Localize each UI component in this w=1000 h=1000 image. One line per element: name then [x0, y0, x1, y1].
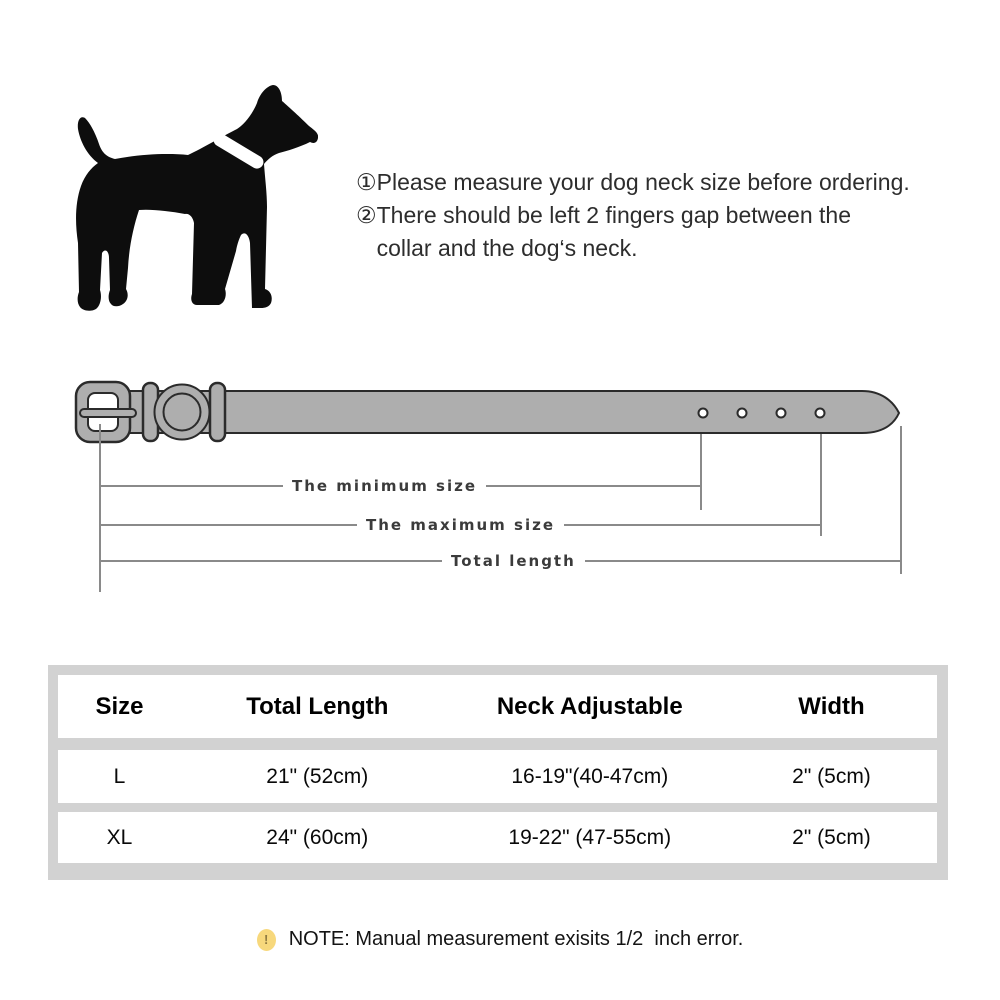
row-L-size: L: [113, 764, 126, 788]
minimum-size-line-right: [486, 485, 700, 487]
table-row-XL: [58, 812, 937, 863]
collar-hole-2: [738, 409, 747, 418]
row-L-total-length: 21" (52cm): [266, 764, 369, 788]
maximum-size-line-left: [99, 524, 357, 526]
size-table-header-row: [58, 675, 937, 738]
total-length-line-left: [99, 560, 442, 562]
collar-keeper-2: [210, 383, 225, 441]
guide-line-tip: [900, 426, 902, 574]
total-length-line-right: [585, 560, 900, 562]
row-XL-total-length: 24" (60cm): [266, 825, 369, 849]
row-L-neck-adjustable: 16-19"(40-47cm): [511, 764, 669, 788]
table-row-L: [58, 750, 937, 803]
exclamation-icon: !: [257, 929, 276, 951]
total-length-label: Total length: [451, 552, 576, 570]
header-neck-adjustable: Neck Adjustable: [496, 692, 683, 720]
header-width: Width: [798, 692, 865, 720]
guide-line-last-hole: [820, 434, 822, 536]
minimum-size-line-left: [99, 485, 283, 487]
row-XL-width: 2" (5cm): [792, 825, 871, 849]
header-size: Size: [95, 692, 144, 720]
row-XL-size: XL: [106, 825, 133, 849]
measurement-note: [0, 928, 1000, 951]
collar-hole-3: [777, 409, 786, 418]
row-XL-neck-adjustable: 19-22" (47-55cm): [508, 825, 672, 849]
instruction-1: [356, 166, 931, 199]
row-L-width: 2" (5cm): [792, 764, 871, 788]
instruction-2-text-line2: collar and the dog‘s neck.: [376, 235, 638, 261]
measuring-instructions: [356, 166, 931, 265]
instruction-2-text-line1: There should be left 2 fingers gap between the: [376, 202, 851, 228]
maximum-size-line-right: [564, 524, 820, 526]
size-table: [48, 665, 948, 880]
collar-diagram: [60, 370, 950, 460]
minimum-size-measure: [99, 477, 700, 495]
dog-body-shape: [76, 85, 318, 311]
guide-line-first-hole: [700, 434, 702, 510]
note-text: NOTE: Manual measurement exisits 1/2 inch error.: [288, 928, 744, 950]
buckle-prong: [80, 409, 136, 417]
instruction-2: [356, 199, 931, 265]
minimum-size-label: The minimum size: [292, 477, 478, 495]
circled-number-1: ①: [356, 169, 377, 195]
instruction-1-text: Please measure your dog neck size before ordering.: [376, 169, 910, 195]
collar-hole-1: [699, 409, 708, 418]
collar-hole-4: [816, 409, 825, 418]
dog-silhouette-illustration: [73, 83, 318, 315]
maximum-size-measure: [99, 516, 820, 534]
total-length-measure: [99, 552, 900, 570]
maximum-size-label: The maximum size: [366, 516, 556, 534]
circled-number-2: ②: [356, 202, 377, 228]
header-total-length: Total Length: [246, 692, 389, 720]
